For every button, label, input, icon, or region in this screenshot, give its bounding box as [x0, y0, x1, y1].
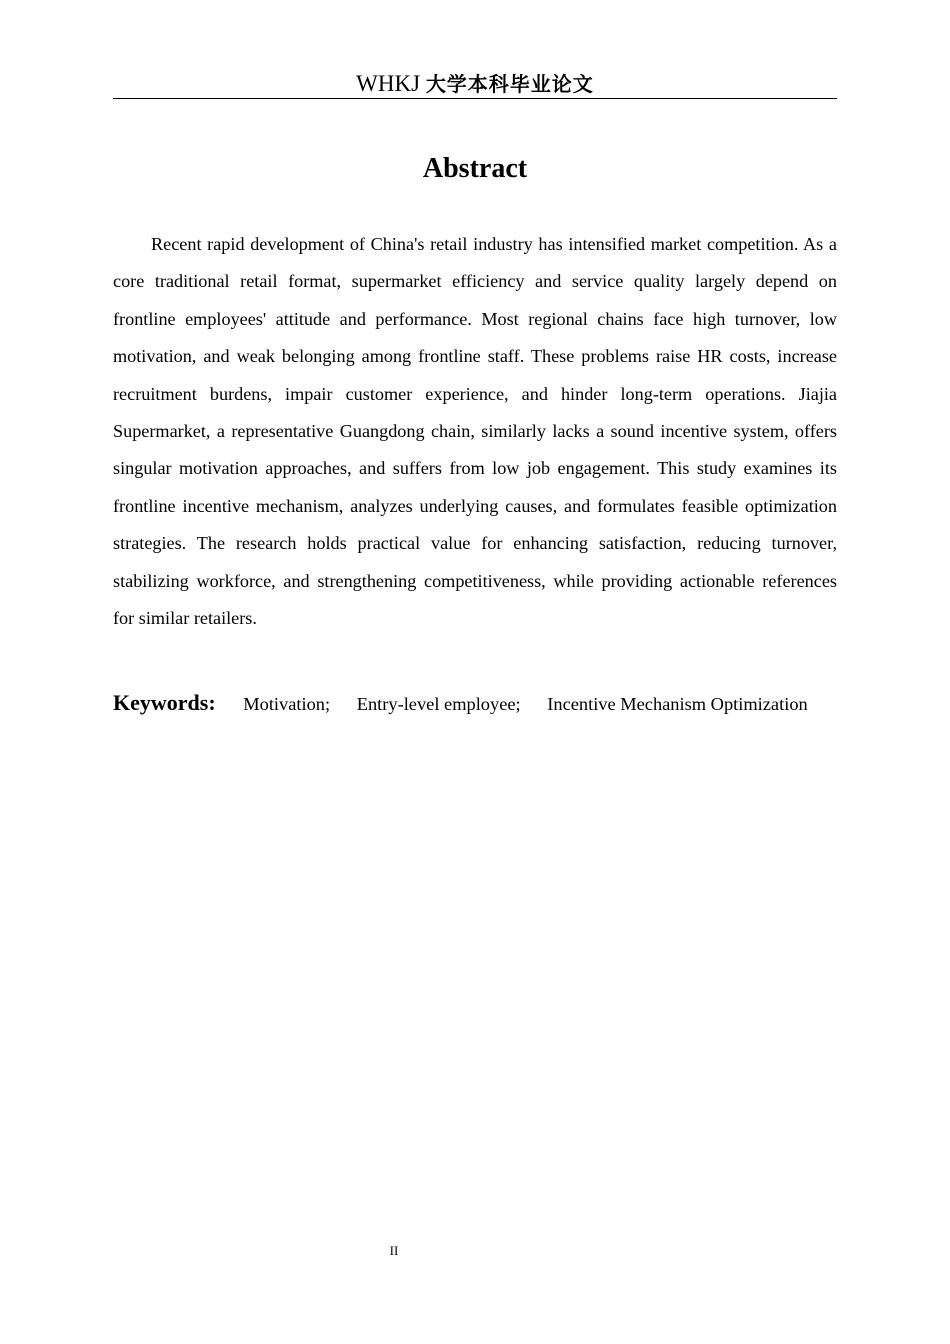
abstract-title: Abstract [422, 153, 528, 184]
keyword-item: Incentive Mechanism Optimization [547, 694, 808, 714]
keyword-item: Entry-level employee; [356, 694, 521, 714]
header-school-text: 大学本科毕业论文 [425, 74, 594, 96]
keywords-label: Keywords: [113, 690, 216, 715]
header-prefix: WHKJ [356, 71, 421, 96]
keyword-item: Motivation; [243, 694, 331, 714]
header-rule [113, 98, 837, 99]
abstract-body: Recent rapid development of China's retail industry has intensified market competition. As a core traditional retail format, supermarket efficiency and service quality largely depend on frontline employees' attitude and performance. Most regional chains face high turnover, low motivation, and weak belonging among frontline staff. These problems raise HR costs, increase recruitment burdens, impair customer experience, and hinder long-term operations. Jiajia Supermarket, a representative Guangdong chain, similarly lacks a sound incentive system, offers singular motivation approaches, and suffers from low job engagement. This study examines its frontline incentive mechanism, analyzes underlying causes, and formulates feasible optimization strategies. The research holds practical value for enhancing satisfaction, reducing turnover, stabilizing workforce, and strengthening competitiveness, while providing actionable references for similar retailers. [113, 234, 837, 629]
running-header [113, 70, 837, 99]
page-number: II [389, 1243, 399, 1258]
keywords-line [113, 686, 853, 721]
